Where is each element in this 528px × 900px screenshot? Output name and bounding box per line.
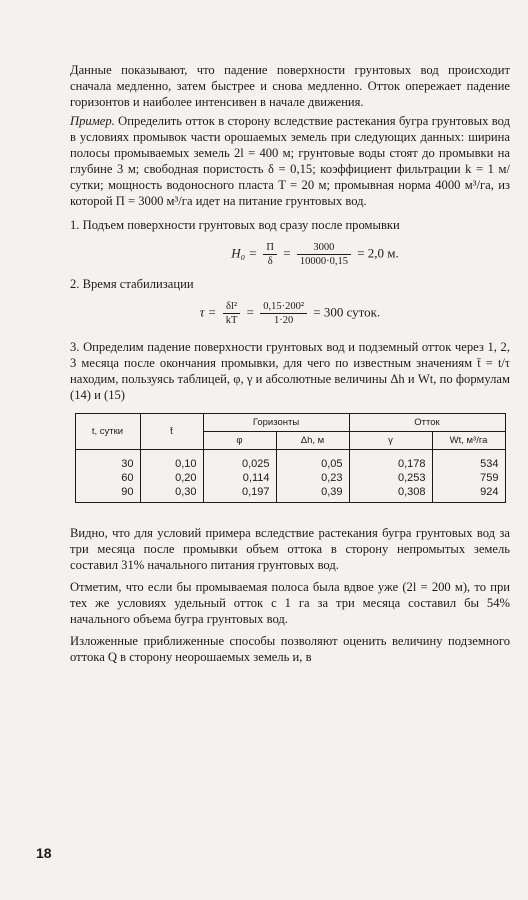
formula-2: τ = $\frac{\text{δl²}}{kT}$ = $\frac{\text{0,15·200²}}{1\cdot 20}$ = 300 суток. <box>199 301 381 326</box>
item-2: 2. Время стабилизации <box>70 277 194 291</box>
paragraph-5: Отметим, что если бы промываемая полоса была вдвое уже (2l = 200 м), то при тех же условиях удельный отток с 1 га за три месяца составил бы 54% начального объема бугра грунтовых вод. <box>70 580 510 626</box>
paragraph-6: Изложенные приближенные способы позволяют оценить величину подземного оттока Q в сторону неорошаемых земель и, в <box>70 634 510 664</box>
header-phi: φ <box>203 432 276 450</box>
header-horizons: Горизонты <box>203 414 349 432</box>
formula-1-frac-1: $\frac{П}{\delta}$ <box>263 241 277 268</box>
page-number: 18 <box>36 845 52 861</box>
paragraph-4: Видно, что для условий примера вследствие растекания бугра грунтовых вод за три месяца после промывки объем оттока в сторону непромытых земель составил 31% начального питания грунтовых вод. <box>70 526 510 572</box>
formula-1-lhs: H₀ = <box>231 245 258 261</box>
header-w: Wt, м³/га <box>432 432 505 450</box>
page-content <box>70 62 510 665</box>
example-paragraph <box>70 113 510 209</box>
item-3: 3. Определим падение поверхности грунтовых вод и подземный отток через 1, 2, 3 месяца после окончания промывки, для чего по известным значениям t̄ = t/τ находим, пользуясь таблицей, φ, γ и абсолютные величины Δh и Wt, по формулам (14) и (15) <box>70 340 510 402</box>
example-label: Пример. <box>70 114 115 128</box>
table-row: 90 0,30 0,197 0,39 0,308 924 <box>75 485 505 503</box>
data-table <box>75 413 506 503</box>
paragraph-1: Данные показывают, что падение поверхности грунтовых вод происходит сначала медленно, затем быстрее и снова медленно. Отток опережает падение горизонтов и наиболее интенсивен в начале движения. <box>70 63 510 109</box>
formula-2-frac-1: $\frac{\text{δl²}}{kT}$ <box>223 300 241 327</box>
header-t: t, сутки <box>75 414 140 450</box>
table-row: 30 0,10 0,025 0,05 0,178 534 <box>75 450 505 472</box>
item-1: 1. Подъем поверхности грунтовых вод сразу после промывки <box>70 218 400 232</box>
header-dh: Δh, м <box>276 432 349 450</box>
example-text: Определить отток в сторону вследствие растекания бугра грунтовых вод в условиях промывок части орошаемых земель при следующих данных: ширина полосы промываемых земель 2l = 400 м; грунтовые воды стоят до промывки на глубине 3 м; свободная пористость δ = 0,15; коэффициент фильтрации k = 1 м/сутки; мощность водоносного пласта T = 20 м; промывная норма 4000 м³/га, из которой П = 3000 м³/га идет на питание грунтовых вод. <box>70 114 510 208</box>
header-gamma: γ <box>349 432 432 450</box>
formula-2-lhs: τ = <box>199 304 217 320</box>
formula-2-rhs: = 300 суток. <box>313 304 381 320</box>
formula-1-rhs: = 2,0 м. <box>357 245 399 261</box>
header-outflow: Отток <box>349 414 505 432</box>
formula-1: H₀ = $\frac{П}{\delta}$ = $\frac{3000}{10000\cdot 0,15}$ = 2,0 м. <box>231 242 399 267</box>
header-tbar: t̄ <box>140 414 203 450</box>
table-row: 60 0,20 0,114 0,23 0,253 759 <box>75 471 505 485</box>
formula-2-frac-2: $\frac{\text{0,15·200²}}{1\cdot 20}$ <box>260 300 307 327</box>
formula-1-frac-2: $\frac{3000}{10000\cdot 0,15}$ <box>297 241 351 268</box>
